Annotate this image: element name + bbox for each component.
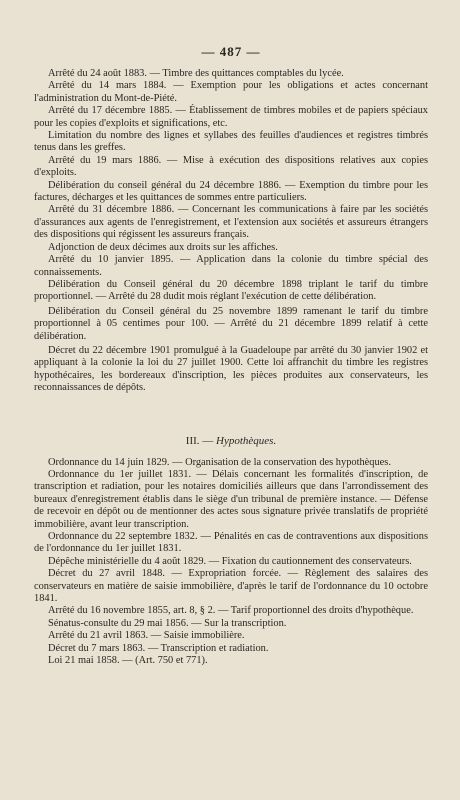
paragraph: Sénatus-consulte du 29 mai 1856. — Sur la transcription.: [48, 617, 287, 629]
paragraph: Arrêté du 16 novembre 1855, art. 8, § 2. — Tarif proportionnel des droits d'hypothèque.: [48, 605, 414, 617]
paragraph: Arrêté du 14 mars 1884. — Exemption pour les obligations et actes concernant l'administration du Mont-de-Piété.: [34, 80, 428, 104]
paragraph: Délibération du Conseil général du 25 novembre 1899 ramenant le tarif du timbre proportionnel à 05 centimes pour 100. — Arrêté du 21 décembre 1899 relatif à cette délibération.: [34, 305, 428, 342]
paragraph: Arrêté du 21 avril 1863. — Saisie immobilière.: [48, 630, 245, 642]
paragraph: Délibération du Conseil général du 20 décembre 1898 triplant le tarif du timbre proportionnel. — Arrêté du 28 dudit mois réglant l'exécution de cette délibération.: [34, 278, 428, 303]
paragraph: Limitation du nombre des lignes et syllabes des feuilles d'audiences et registres timbrés tenus dans les greffes.: [34, 130, 428, 154]
section-title: Hypothèques.: [216, 434, 277, 447]
paragraph: Décret du 27 avril 1848. — Expropriation forcée. — Règlement des salaires des conservateurs en matière de saisie immobilière, d'après le tarif de l'ordonnance du 10 octobre 1841.: [34, 568, 428, 605]
paragraph: Arrêté du 19 mars 1886. — Mise à exécution des dispositions relatives aux copies d'exploits.: [34, 154, 428, 179]
section-heading: [34, 435, 428, 447]
paragraph: Arrêté du 31 décembre 1886. — Concernant les communications à faire par les sociétés d'assurances aux agents de l'enregistrement, et l'extension aux sociétés et assureurs étrangers des dispositions qui régissent les assureurs français.: [34, 204, 428, 241]
paragraph: Adjonction de deux décimes aux droits sur les affiches.: [48, 241, 278, 253]
paragraph: Dépêche ministérielle du 4 août 1829. — Fixation du cautionnement des conservateurs.: [48, 555, 412, 567]
paragraph: Ordonnance du 14 juin 1829. — Organisation de la conservation des hypothèques.: [48, 456, 391, 468]
paragraph: Ordonnance du 22 septembre 1832. — Pénalités en cas de contraventions aux dispositions de l'ordonnance du 1er juillet 1831.: [34, 531, 428, 555]
paragraph: Arrêté du 10 janvier 1895. — Application dans la colonie du timbre spécial des connaissements.: [34, 254, 428, 278]
section-timbre: [34, 68, 428, 395]
page-number: — 487 —: [201, 44, 261, 59]
paragraph: Décret du 7 mars 1863. — Transcription et radiation.: [48, 642, 269, 654]
section-hypotheques: [34, 457, 428, 668]
paragraph: Décret du 22 décembre 1901 promulgué à la Guadeloupe par arrêté du 30 janvier 1902 et appliquant à la colonie la loi du 27 juillet 1900. Cette loi affranchit du timbre les registres hypothécaires, les bordereaux d'inscription, les pièces produites aux conservateurs, les reconnaissances de dépôts.: [34, 344, 428, 394]
paragraph: Arrêté du 24 août 1883. — Timbre des quittances comptables du lycée.: [48, 68, 344, 79]
paragraph: Arrêté du 17 décembre 1885. — Établissement de timbres mobiles et de papiers spéciaux pour les copies d'exploits et significations, etc.: [34, 105, 428, 129]
paragraph: Délibération du conseil général du 24 décembre 1886. — Exemption du timbre pour les factures, décharges et les quittances de sommes entre particuliers.: [34, 179, 428, 204]
paragraph: Ordonnance du 1er juillet 1831. — Délais concernant les formalités d'inscription, de transcription et radiation, pour les notaires domiciliés ailleurs que dans l'arrondissement des bureaux d'enregistrement établis dans le siège d'un tribunal de première instance. — Défense de recevoir en dépôt ou de mentionner des actes sous signature privée translatifs de propriété immobilière, avant leur transcription.: [34, 468, 428, 530]
section-numeral: III. —: [185, 434, 214, 447]
paragraph: Loi 21 mai 1858. — (Art. 750 et 771).: [48, 655, 208, 667]
